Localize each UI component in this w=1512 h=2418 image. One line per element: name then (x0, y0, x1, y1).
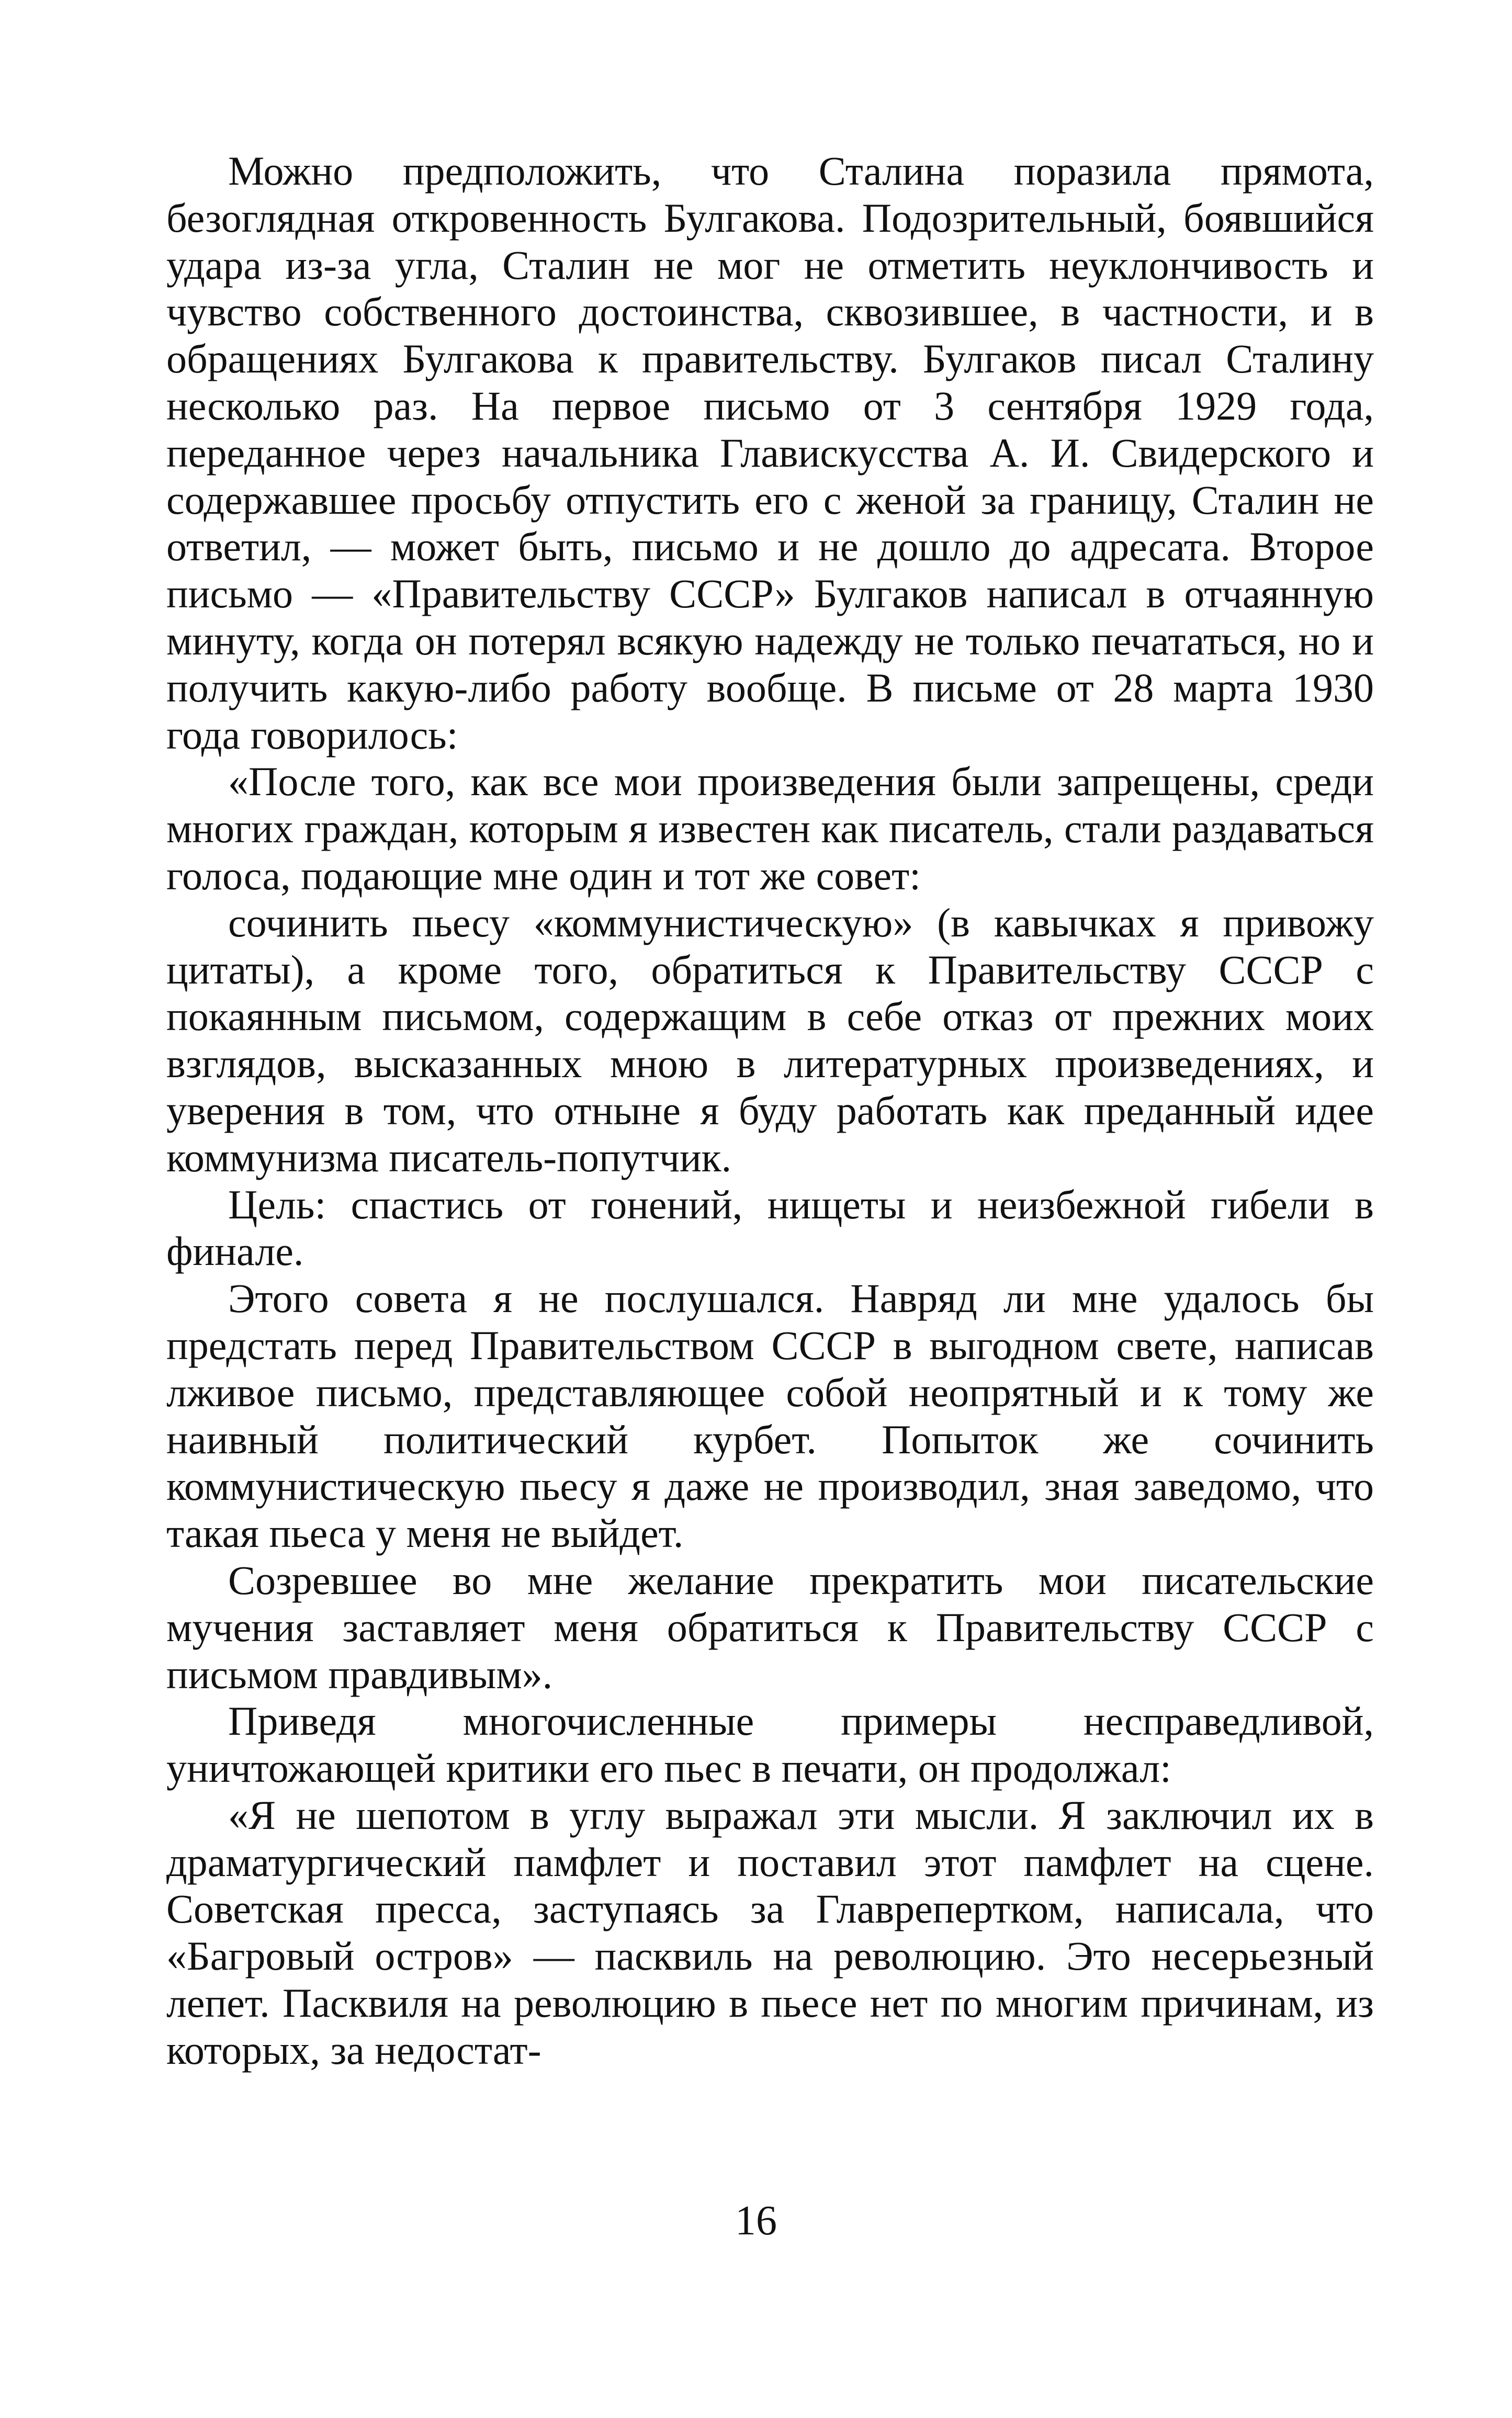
paragraph-3: сочинить пьесу «коммунистическую» (в кавычках я привожу цитаты), а кроме того, обратиться к Правительству СССР с покаянным письмом, содержащим в себе отказ от прежних моих взглядов, высказанных мною в литературных произведениях, и уверения в том, что отныне я буду работать как преданный идее коммунизма писатель-попутчик. (166, 899, 1374, 1180)
paragraph-1: Можно предположить, что Сталина поразила прямота, безоглядная откровенность Булгакова. Подозрительный, боявшийся удара из-за угла, Сталин не мог не отметить неуклончивость и чувство собственного достоинства, сквозившее, в частности, и в обращениях Булгакова к правительству. Булгаков писал Сталину несколько раз. На первое письмо от 3 сентября 1929 года, переданное через начальника Главискусства А. И. Свидерского и содержавшее просьбу отпустить его с женой за границу, Сталин не ответил, — может быть, письмо и не дошло до адресата. Второе письмо — «Правительству СССР» Булгаков написал в отчаянную минуту, когда он потерял всякую надежду не только печататься, но и получить какую-либо работу вообще. В письме от 28 марта 1930 года говорилось: (166, 148, 1374, 758)
paragraph-5: Этого совета я не послушался. Навряд ли мне удалось бы предстать перед Правительством СССР в выгодном свете, написав лживое письмо, представляющее собой неопрятный и к тому же наивный политический курбет. Попыток же сочинить коммунистическую пьесу я даже не производил, зная заведомо, что такая пьеса у меня не выйдет. (166, 1275, 1374, 1556)
paragraph-6: Созревшее во мне желание прекратить мои писательские мучения заставляет меня обратиться к Правительству СССР с письмом правдивым». (166, 1557, 1374, 1697)
paragraph-7: Приведя многочисленные примеры несправедливой, уничтожающей критики его пьес в печати, он продолжал: (166, 1698, 1374, 1791)
paragraph-4: Цель: спастись от гонений, нищеты и неизбежной гибели в финале. (166, 1181, 1374, 1274)
paragraph-8: «Я не шепотом в углу выражал эти мысли. Я заключил их в драматургический памфлет и поставил этот памфлет на сцене. Советская пресса, заступаясь за Главрепертком, написала, что «Багровый остров» — пасквиль на революцию. Это несерьезный лепет. Пасквиля на революцию в пьесе нет по многим причинам, из которых, за недостат- (166, 1792, 1374, 2073)
paragraph-2: «После того, как все мои произведения были запрещены, среди многих граждан, которым я известен как писатель, стали раздаваться голоса, подающие мне один и тот же совет: (166, 759, 1374, 898)
page-number: 16 (735, 2198, 777, 2244)
body-text (166, 148, 1374, 2074)
